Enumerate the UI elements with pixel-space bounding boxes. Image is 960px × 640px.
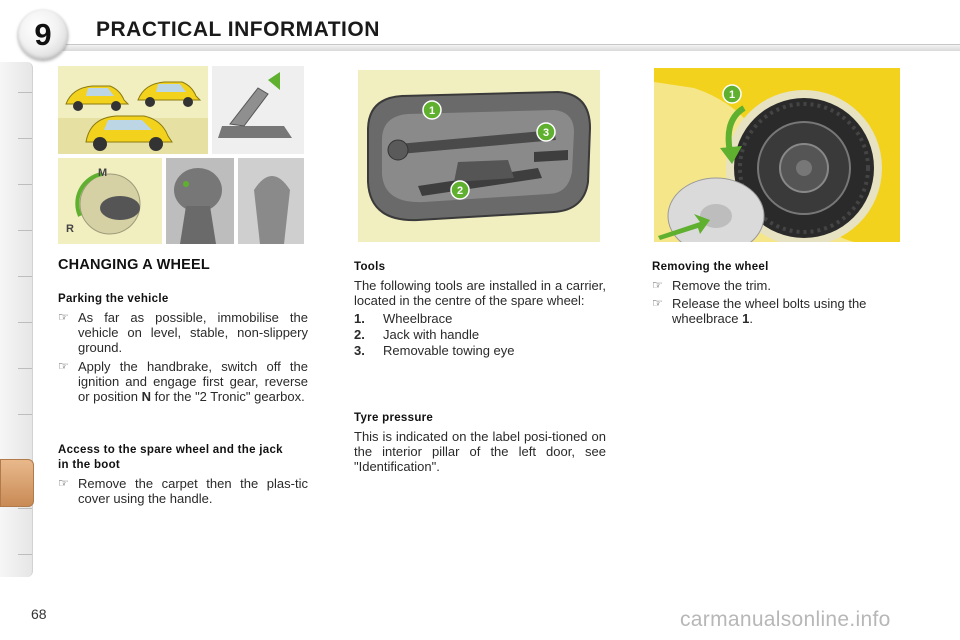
parking-bullet-1 bbox=[58, 310, 308, 355]
tool-marker-1: 1 bbox=[428, 105, 436, 117]
tab-divider bbox=[18, 554, 32, 555]
pointing-hand-icon: ☞ bbox=[58, 310, 69, 324]
removing-bullet-2-text: Release the wheel bolts using the wheelbrace bbox=[672, 296, 867, 326]
removing-bullet-1 bbox=[652, 278, 904, 293]
gear-position-n: N bbox=[141, 389, 151, 404]
gearbox-label-m: M bbox=[98, 167, 108, 179]
removing-heading: Removing the wheel bbox=[652, 261, 769, 273]
tab-divider bbox=[18, 414, 32, 415]
parking-bullet-2 bbox=[58, 359, 308, 404]
tools-list bbox=[354, 311, 606, 358]
parking-heading: Parking the vehicle bbox=[58, 293, 169, 305]
pointing-hand-icon: ☞ bbox=[58, 476, 69, 490]
pointing-hand-icon: ☞ bbox=[652, 296, 663, 310]
column-right bbox=[652, 260, 904, 326]
wheel-removal-illustration bbox=[654, 68, 900, 242]
tools-intro: The following tools are installed in a carrier, located in the centre of the spare wheel: bbox=[354, 278, 606, 308]
pointing-hand-icon: ☞ bbox=[58, 359, 69, 373]
pointing-hand-icon: ☞ bbox=[652, 278, 663, 292]
tyre-pressure-text: This is indicated on the label posi-tioned on the interior pillar of the left door, see "Identification". bbox=[354, 429, 606, 474]
tools-item-number: 1. bbox=[354, 311, 365, 326]
tools-item-label: Wheelbrace bbox=[383, 311, 453, 326]
parking-bullet-2-text-end: for the "2 Tronic" gearbox. bbox=[150, 389, 305, 404]
tab-divider bbox=[18, 92, 32, 93]
removing-bullet-2 bbox=[652, 296, 904, 326]
tools-item-label: Removable towing eye bbox=[383, 343, 515, 358]
tool-carrier-illustration bbox=[358, 70, 600, 242]
parking-illustration bbox=[58, 66, 304, 244]
tools-item-label: Jack with handle bbox=[383, 327, 480, 342]
parking-bullet-2-text: Apply the handbrake, switch off the ignition and engage first gear, reverse or position bbox=[78, 359, 308, 404]
wheelbrace-ref: 1 bbox=[742, 311, 750, 326]
section-title: CHANGING A WHEEL bbox=[58, 257, 210, 273]
tab-divider bbox=[18, 138, 32, 139]
chapter-title: PRACTICAL INFORMATION bbox=[96, 18, 380, 41]
tools-item-number: 3. bbox=[354, 343, 365, 358]
tools-list-item bbox=[354, 343, 606, 358]
gearbox-label-r: R bbox=[66, 223, 74, 235]
tools-list-item bbox=[354, 327, 606, 342]
chapter-number-badge: 9 bbox=[18, 10, 68, 60]
tools-list-item bbox=[354, 311, 606, 326]
header-rule bbox=[62, 44, 960, 51]
removing-bullet-2-text-end: . bbox=[749, 311, 753, 326]
watermark: carmanualsonline.info bbox=[680, 608, 891, 631]
access-bullet-1-text: Remove the carpet then the plas-tic cover using the handle. bbox=[78, 476, 308, 506]
column-middle bbox=[354, 260, 606, 474]
access-bullet-1 bbox=[58, 476, 308, 506]
tools-heading: Tools bbox=[354, 261, 386, 273]
tab-divider bbox=[18, 508, 32, 509]
tyre-pressure-heading: Tyre pressure bbox=[354, 412, 434, 424]
tools-item-number: 2. bbox=[354, 327, 365, 342]
parking-bullet-1-text: As far as possible, immobilise the vehicle on level, stable, non-slippery ground. bbox=[78, 310, 308, 355]
tool-marker-2: 2 bbox=[456, 185, 464, 197]
column-left bbox=[58, 258, 308, 506]
tool-marker-3: 3 bbox=[542, 127, 550, 139]
chapter-tab-active[interactable] bbox=[0, 459, 34, 507]
tab-divider bbox=[18, 322, 32, 323]
wheelbrace-marker-1: 1 bbox=[728, 89, 736, 101]
tab-divider bbox=[18, 184, 32, 185]
tab-divider bbox=[18, 368, 32, 369]
page-number: 68 bbox=[31, 606, 47, 622]
tab-divider bbox=[18, 230, 32, 231]
removing-bullet-1-text: Remove the trim. bbox=[672, 278, 771, 293]
access-heading: Access to the spare wheel and the jack in the boot bbox=[58, 444, 283, 471]
tab-divider bbox=[18, 276, 32, 277]
